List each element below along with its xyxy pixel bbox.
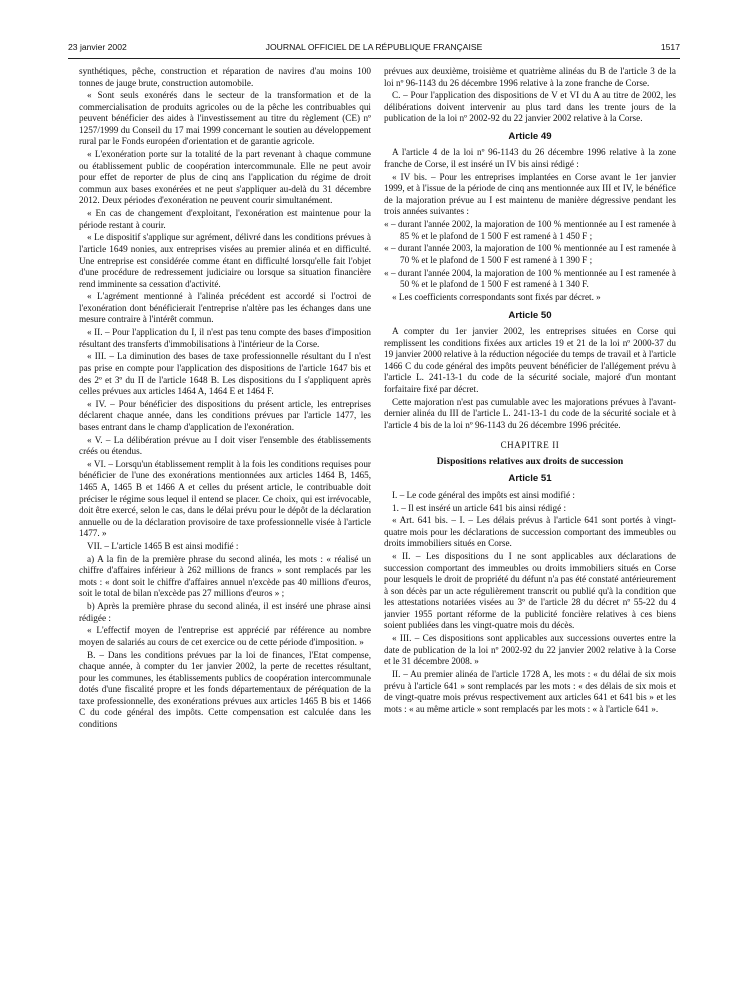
list-item: « – durant l'année 2004, la majoration de 100 % mentionnée au I est ramenée à 50 % et le plafond de 1 500 F est ramené à 1 340 F. [384, 267, 676, 290]
left-column [79, 66, 371, 982]
article-49-heading: Article 49 [508, 130, 552, 142]
header-page-number: 1517 [660, 42, 680, 52]
paragraph: « III. – La diminution des bases de taxe professionnelle résultant du I n'est pas prise en compte pour l'application des dispositions de l'article 1647 bis et des 2º et 3º du II de l'article 1648 B. Les dispositions du I s'appliquent après celles prévues aux articles 1464 A, 1464 E et 1464 F. [79, 351, 371, 397]
paragraph: prévues aux deuxième, troisième et quatrième alinéas du B de l'article 3 de la loi nº 96-1143 du 26 décembre 1996 relative à la zone franche de Corse. [384, 66, 676, 88]
paragraph: C. – Pour l'application des dispositions de V et VI du A au titre de 2002, les délibérations doivent intervenir au plus tard dans les trente jours de la publication de la loi nº 2002-92 du 22 janvier 2002 relative à la Corse. [384, 90, 676, 124]
paragraph: VII. – L'article 1465 B est ainsi modifié : [87, 540, 239, 551]
paragraph: « Sont seuls exonérés dans le secteur de la transformation et de la commercialisation de produits agricoles ou de la pêche les contribuables qui peuvent bénéficier des aides à l'investissement au titre du règlement (CE) nº 1257/1999 du Conseil du 17 mai 1999 concernant le soutien au développement rural par le Fonds européen d'orientation et de garantie agricole. [79, 90, 371, 147]
paragraph: B. – Dans les conditions prévues par la loi de finances, l'Etat compense, chaque année, à compter du 1er janvier 2002, la perte de recettes résultant, pour les communes, les établissements publics de coopération intercommunale dotés d'une fiscalité propre et les fonds départementaux de péréquation de la taxe professionnelle, des exonérations prévues aux articles 1465 B bis et 1466 C du code général des impôts. Cette compensation est calculée dans les conditions [79, 649, 371, 729]
paragraph: II. – Au premier alinéa de l'article 1728 A, les mots : « du délai de six mois prévu à l'article 641 » sont remplacés par les mots : « des délais de six mois et de vingt-quatre mois prévus respectivement aux articles 641 et 641 bis » et les mots : « au même article » sont remplacés par les mots : « à l'article 641 ». [384, 668, 676, 714]
paragraph: « III. – Ces dispositions sont applicables aux successions ouvertes entre la date de publication de la loi nº 2002-92 du 22 janvier 2002 relative à la Corse et le 31 décembre 2008. » [384, 633, 676, 667]
paragraph: « II. – Pour l'application du I, il n'est pas tenu compte des bases d'imposition résultant des transferts d'immobilisations à l'intérieur de la Corse. [79, 327, 371, 349]
paragraph: A l'article 4 de la loi nº 96-1143 du 26 décembre 1996 relative à la zone franche de Corse, il est inséré un IV bis ainsi rédigé : [384, 147, 676, 170]
article-51-heading: Article 51 [508, 473, 552, 485]
article-50-heading: Article 50 [508, 309, 552, 321]
paragraph: « Le dispositif s'applique sur agrément, délivré dans les conditions prévues à l'article 1649 nonies, aux entreprises visées au premier alinéa et en difficulté. Une entreprise est considérée comme étant en difficulté lorsqu'elle fait l'objet d'une procédure de redressement judiciaire ou lorsque sa situation financière rend imminente sa cessation d'activité. [79, 232, 371, 289]
header-journal-title: JOURNAL OFFICIEL DE LA RÉPUBLIQUE FRANÇAISE [265, 42, 483, 52]
paragraph: Cette majoration n'est pas cumulable avec les majorations prévues à l'avant-dernier alinéa du III de l'article L. 241-13-1 du code de la sécurité sociale et à l'article 4 bis de la loi nº 96-1143 du 26 décembre 1996 précitée. [384, 396, 676, 430]
page-header [68, 42, 680, 56]
paragraph: a) A la fin de la première phrase du second alinéa, les mots : « réalisé un chiffre d'affaires inférieur à 262 millions de francs » sont remplacés par les mots : « dont soit le chiffre d'affaires annuel n'excède pas 40 millions d'euros, soit le total de bilan n'excède pas 27 millions d'euros » ; [79, 553, 371, 599]
paragraph: « IV. – Pour bénéficier des dispositions du présent article, les entreprises déclarent chaque année, dans les conditions prévues par l'article 1477, les bases entrant dans le champ d'application de l'exonération. [79, 398, 371, 432]
list-item: « – durant l'année 2003, la majoration de 100 % mentionnée au I est ramenée à 70 % et le plafond de 1 500 F est ramené à 1 390 F ; [384, 243, 676, 265]
list-item: « – durant l'année 2002, la majoration de 100 % mentionnée au I est ramenée à 85 % et le plafond de 1 500 F est ramené à 1 450 F ; [384, 219, 676, 241]
paragraph: synthétiques, pêche, construction et réparation de navires d'au moins 100 tonnes de jauge brute, construction automobile. [79, 66, 371, 88]
chapter-title: Dispositions relatives aux droits de succession [436, 455, 624, 467]
paragraph: « V. – La délibération prévue au I doit viser l'ensemble des établissements créés ou étendus. [79, 434, 371, 457]
paragraph: b) Après la première phrase du second alinéa, il est inséré une phrase ainsi rédigée : [79, 601, 371, 623]
paragraph: « Art. 641 bis. – I. – Les délais prévus à l'article 641 sont portés à vingt-quatre mois pour les déclarations de succession comportant des immeubles ou droits immobiliers situés en Corse. [384, 515, 676, 549]
paragraph: I. – Le code général des impôts est ainsi modifié : [392, 489, 575, 500]
paragraph: « IV bis. – Pour les entreprises implantées en Corse avant le 1er janvier 1999, et à l'issue de la période de cinq ans mentionnée aux III et IV, le bénéfice de la majoration prévue au I est maintenu de manière dégressive pendant les trois années suivantes : [384, 171, 676, 217]
paragraph: « VI. – Lorsqu'un établissement remplit à la fois les conditions requises pour bénéficier de l'une des exonérations mentionnées aux articles 1464 B, 1465, 1465 A, 1465 B et 1466 A et celles du présent article, le contribuable doit préciser le régime sous lequel il entend se placer. Ce choix, qui est irrévocable, doit être exercé, selon le cas, dans le délai prévu pour le dépôt de la déclaration annuelle ou de la déclaration provisoire de taxe professionnelle visée à l'article 1477. » [79, 458, 371, 539]
paragraph: « L'effectif moyen de l'entreprise est apprécié par référence au nombre moyen de salariés au cours de cet exercice ou de cette période d'imposition. » [79, 625, 371, 647]
paragraph: « II. – Les dispositions du I ne sont applicables aux déclarations de succession comportant des immeubles ou droits immobiliers situés en Corse pour lesquels le droit de propriété du défunt n'a pas été constaté antérieurement à son décès par un acte régulièrement transcrit ou publié qu'à la condition que les attestations notariées visées au 3º de l'article 28 du décret nº 55-22 du 4 janvier 1955 portant réforme de la publicité foncière relatives à ces biens soient publiées dans les vingt-quatre mois du décès. [384, 551, 676, 631]
right-column [384, 66, 676, 982]
paragraph: « L'agrément mentionné à l'alinéa précédent est accordé si l'octroi de l'exonération dont bénéficierait l'entreprise n'altère pas les échanges dans une mesure contraire à l'intérêt commun. [79, 291, 371, 325]
paragraph: « L'exonération porte sur la totalité de la part revenant à chaque commune ou établissement public de coopération intercommunale. Elle ne peut avoir pour effet de reporter de plus de cinq ans l'application du régime de droit commun aux bases exonérées et ne peut s'appliquer au-delà du 31 décembre 2012. Deux périodes d'exonération ne peuvent courir simultanément. [79, 149, 371, 206]
chapter-label: CHAPITRE II [500, 440, 560, 451]
header-rule [68, 58, 680, 59]
header-date: 23 janvier 2002 [68, 42, 127, 52]
paragraph: « En cas de changement d'exploitant, l'exonération est maintenue pour la période restant à courir. [79, 208, 371, 230]
paragraph: 1. – Il est inséré un article 641 bis ainsi rédigé : [392, 502, 567, 513]
paragraph: A compter du 1er janvier 2002, les entreprises situées en Corse qui remplissent les conditions fixées aux articles 19 et 21 de la loi nº 2000-37 du 19 janvier 2000 relative à la réduction négociée du temps de travail et à l'article 1466 C du code général des impôts peuvent bénéficier de l'allégement prévu à l'article L. 241-13-1 du code de la sécurité sociale, majoré d'un montant forfaitaire fixé par décret. [384, 326, 676, 394]
paragraph: « Les coefficients correspondants sont fixés par décret. » [392, 291, 601, 302]
